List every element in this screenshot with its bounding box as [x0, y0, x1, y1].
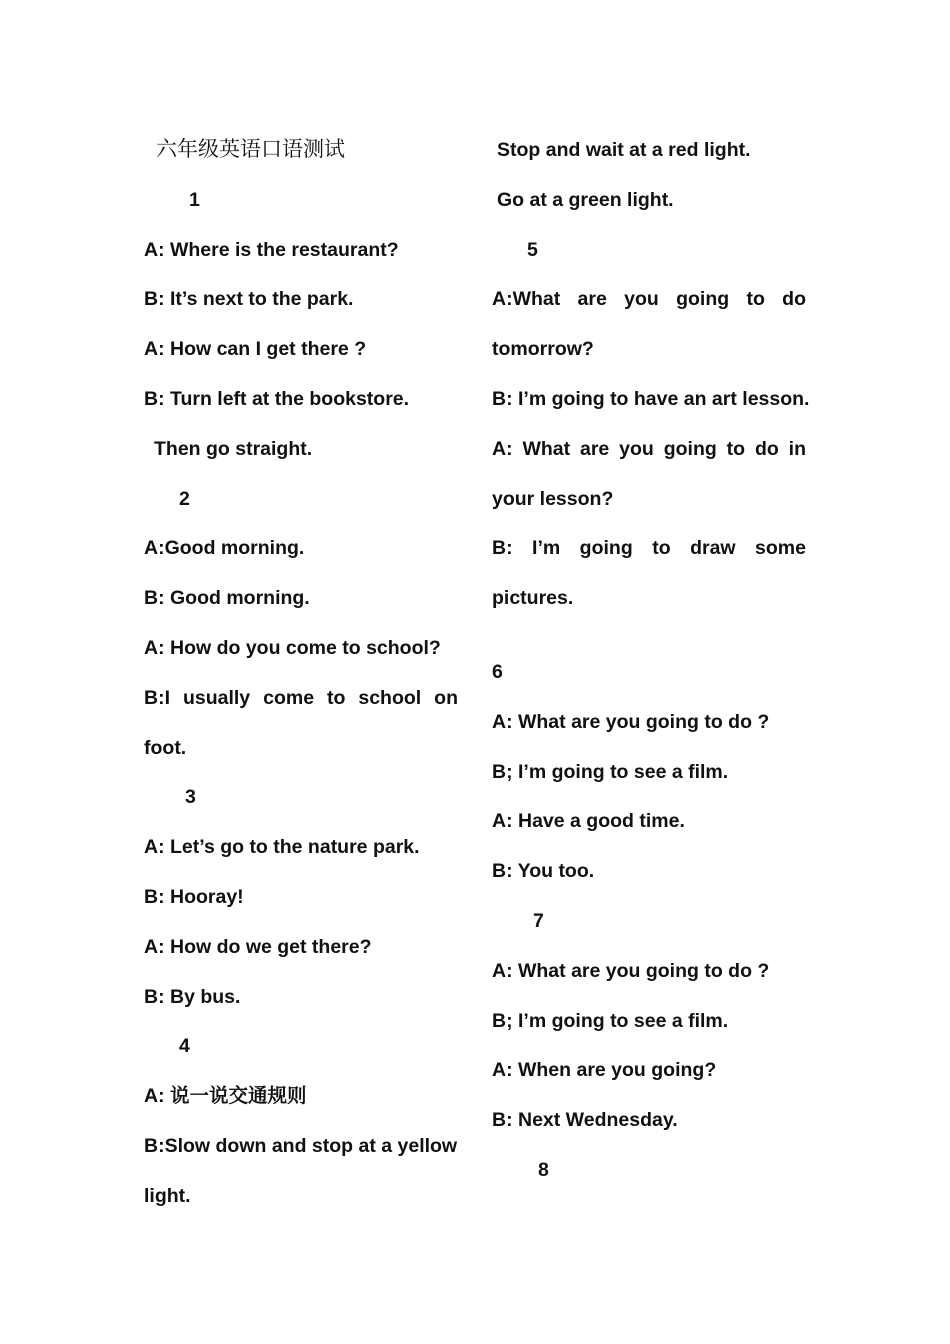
- section-number-2: 2: [179, 487, 190, 510]
- dialogue-line: B: By bus.: [144, 985, 241, 1008]
- dialogue-line: B: You too.: [492, 860, 595, 883]
- spacer: [492, 628, 806, 652]
- dialogue-line: A: How can I get there ?: [144, 338, 367, 361]
- section-number-6: 6: [492, 660, 503, 683]
- left-column: [144, 130, 458, 1226]
- section-number-4: 4: [179, 1035, 190, 1058]
- dialogue-line: B: Good morning.: [144, 587, 310, 610]
- dialogue-line: B: Hooray!: [144, 885, 244, 908]
- dialogue-line: B:Slow down and stop at a yellow: [144, 1134, 458, 1157]
- dialogue-line: A: How do you come to school?: [144, 636, 441, 659]
- section-number-8: 8: [538, 1158, 549, 1181]
- dialogue-line: B; I’m going to see a film.: [492, 760, 729, 783]
- dialogue-line: pictures.: [492, 587, 574, 610]
- dialogue-line: B:I usually come to school on: [144, 686, 458, 709]
- dialogue-line: B: Turn left at the bookstore.: [144, 387, 410, 410]
- dialogue-line: A: Let’s go to the nature park.: [144, 836, 420, 859]
- dialogue-line: Then go straight.: [154, 437, 313, 460]
- dialogue-line: light.: [144, 1184, 191, 1207]
- dialogue-line: B: It’s next to the park.: [144, 288, 354, 311]
- section-number-5: 5: [527, 238, 538, 261]
- dialogue-line: A: How do we get there?: [144, 935, 372, 958]
- section-number-1: 1: [189, 188, 200, 211]
- dialogue-line: foot.: [144, 736, 187, 759]
- dialogue-line: A: 说一说交通规则: [144, 1085, 307, 1108]
- dialogue-line: Stop and wait at a red light.: [497, 139, 751, 161]
- dialogue-line: B: I’m going to draw some: [492, 537, 806, 560]
- dialogue-line: B: Next Wednesday.: [492, 1109, 678, 1132]
- dialogue-line: A: What are you going to do ?: [492, 710, 770, 733]
- dialogue-line: your lesson?: [492, 487, 614, 510]
- section-number-7: 7: [533, 909, 544, 932]
- page-title: 六年级英语口语测试: [156, 138, 345, 161]
- right-column: [492, 130, 810, 1200]
- dialogue-line: tomorrow?: [492, 338, 594, 361]
- dialogue-line: B: I’m going to have an art lesson.: [492, 387, 810, 410]
- dialogue-line: A: What are you going to do ?: [492, 959, 770, 982]
- dialogue-line: A: Where is the restaurant?: [144, 238, 399, 261]
- dialogue-line: A: What are you going to do in: [492, 437, 806, 460]
- section-number-3: 3: [185, 786, 196, 809]
- dialogue-line: A: Have a good time.: [492, 810, 685, 833]
- dialogue-line: Go at a green light.: [497, 188, 674, 211]
- dialogue-line: A:What are you going to do: [492, 288, 806, 311]
- dialogue-line: A: When are you going?: [492, 1059, 717, 1082]
- dialogue-line: A:Good morning.: [144, 537, 305, 560]
- dialogue-line: B; I’m going to see a film.: [492, 1009, 729, 1032]
